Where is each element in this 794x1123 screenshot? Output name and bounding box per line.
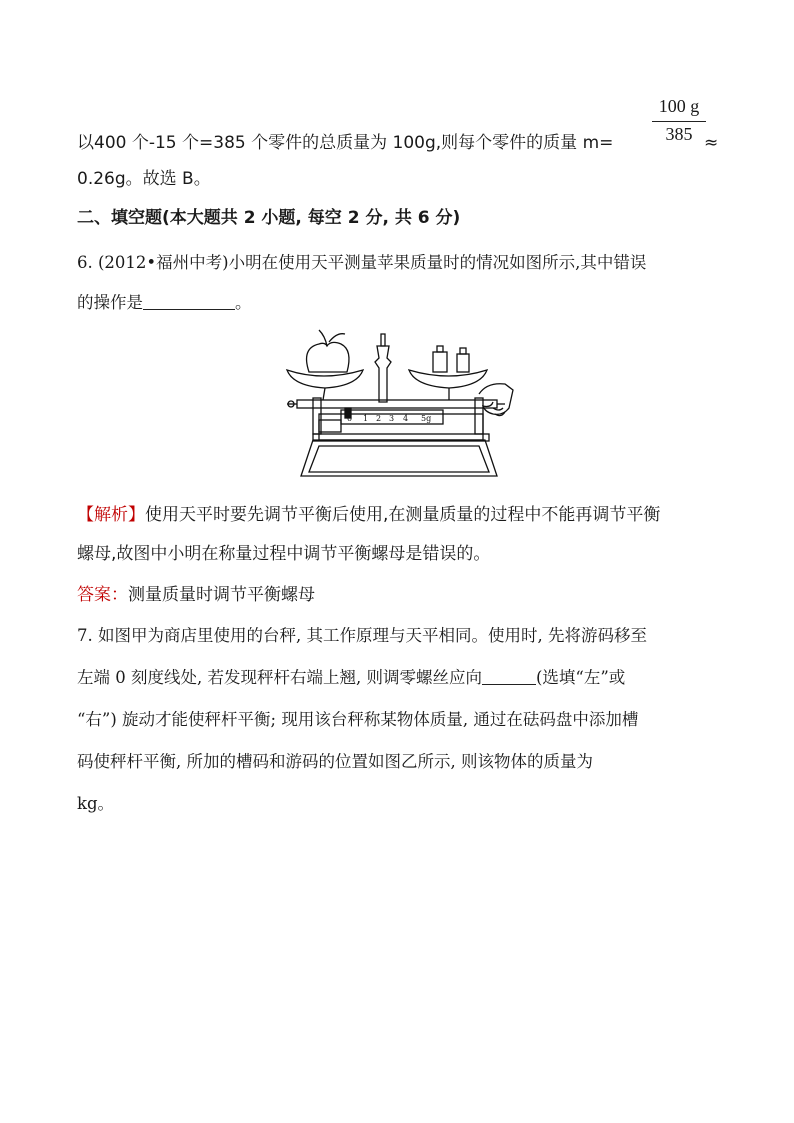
scale-label: 0 bbox=[347, 414, 353, 423]
q7-line-4: 码使秤杆平衡, 所加的槽码和游码的位置如图乙所示, 则该物体的质量为 bbox=[77, 752, 593, 771]
q6-line-2-prefix: 的操作是 bbox=[77, 293, 143, 312]
analysis-line-2: 螺母,故图中小明在称量过程中调节平衡螺母是错误的。 bbox=[77, 544, 491, 564]
fraction-denominator: 385 bbox=[665, 124, 693, 144]
fraction-bar bbox=[652, 121, 706, 122]
q7-line-2-prefix: 左端 0 刻度线处, 若发现秤杆右端上翘, 则调零螺丝应向 bbox=[77, 668, 482, 687]
scale-label: 5g bbox=[421, 414, 432, 423]
balance-beam bbox=[297, 400, 497, 408]
analysis-line-1 bbox=[77, 503, 660, 527]
scale-label: 3 bbox=[389, 414, 395, 423]
q6-line-1: 6. (2012•福州中考)小明在使用天平测量苹果质量时的情况如图所示,其中错误 bbox=[77, 253, 647, 272]
analysis-line-1-text: 使用天平时要先调节平衡后使用,在测量质量的过程中不能再调节平衡 bbox=[145, 505, 661, 525]
scale-label: 1 bbox=[363, 414, 369, 423]
pointer-column bbox=[375, 346, 391, 402]
solution-line-2: 0.26g。故选 B。 bbox=[77, 169, 211, 189]
q7-line-1: 7. 如图甲为商店里使用的台秤, 其工作原理与天平相同。使用时, 先将游码移至 bbox=[77, 626, 647, 645]
left-pan bbox=[287, 370, 363, 388]
q6-line-2 bbox=[77, 291, 252, 315]
weight-icon-2 bbox=[457, 354, 469, 372]
q7-line-5: kg。 bbox=[77, 794, 115, 813]
solution-line-1 bbox=[77, 131, 613, 155]
q7-line-2 bbox=[77, 666, 625, 690]
apple-icon bbox=[307, 342, 349, 372]
q7-answer-blank bbox=[482, 666, 536, 685]
weight-icon bbox=[433, 352, 447, 372]
analysis-tag: 【解析】 bbox=[77, 505, 145, 525]
answer-tag: 答案： bbox=[77, 585, 128, 605]
section-heading: 二、填空题(本大题共 2 小题, 每空 2 分, 共 6 分) bbox=[77, 208, 461, 228]
scale-label: 4 bbox=[403, 414, 409, 423]
q7-line-2-suffix: (选填“左”或 bbox=[535, 668, 626, 687]
q7-line-3: “右”) 旋动才能使秤杆平衡; 现用该台秤称某物体质量, 通过在砝码盘中添加槽 bbox=[77, 710, 639, 729]
balance-body bbox=[319, 414, 483, 440]
answer-text: 测量质量时调节平衡螺母 bbox=[128, 585, 315, 605]
right-pan bbox=[409, 370, 487, 388]
q6-answer-blank bbox=[143, 291, 235, 310]
solution-line-1-text: 以400 个-15 个=385 个零件的总质量为 100g,则每个零件的质量 m= bbox=[77, 133, 614, 153]
scale-label: 2 bbox=[376, 414, 382, 423]
q6-line-2-suffix: 。 bbox=[235, 293, 252, 312]
balance-figure bbox=[283, 328, 515, 480]
approx-symbol: ≈ bbox=[704, 133, 719, 153]
fraction-numerator: 100 g bbox=[658, 96, 700, 116]
answer-line bbox=[77, 583, 315, 607]
